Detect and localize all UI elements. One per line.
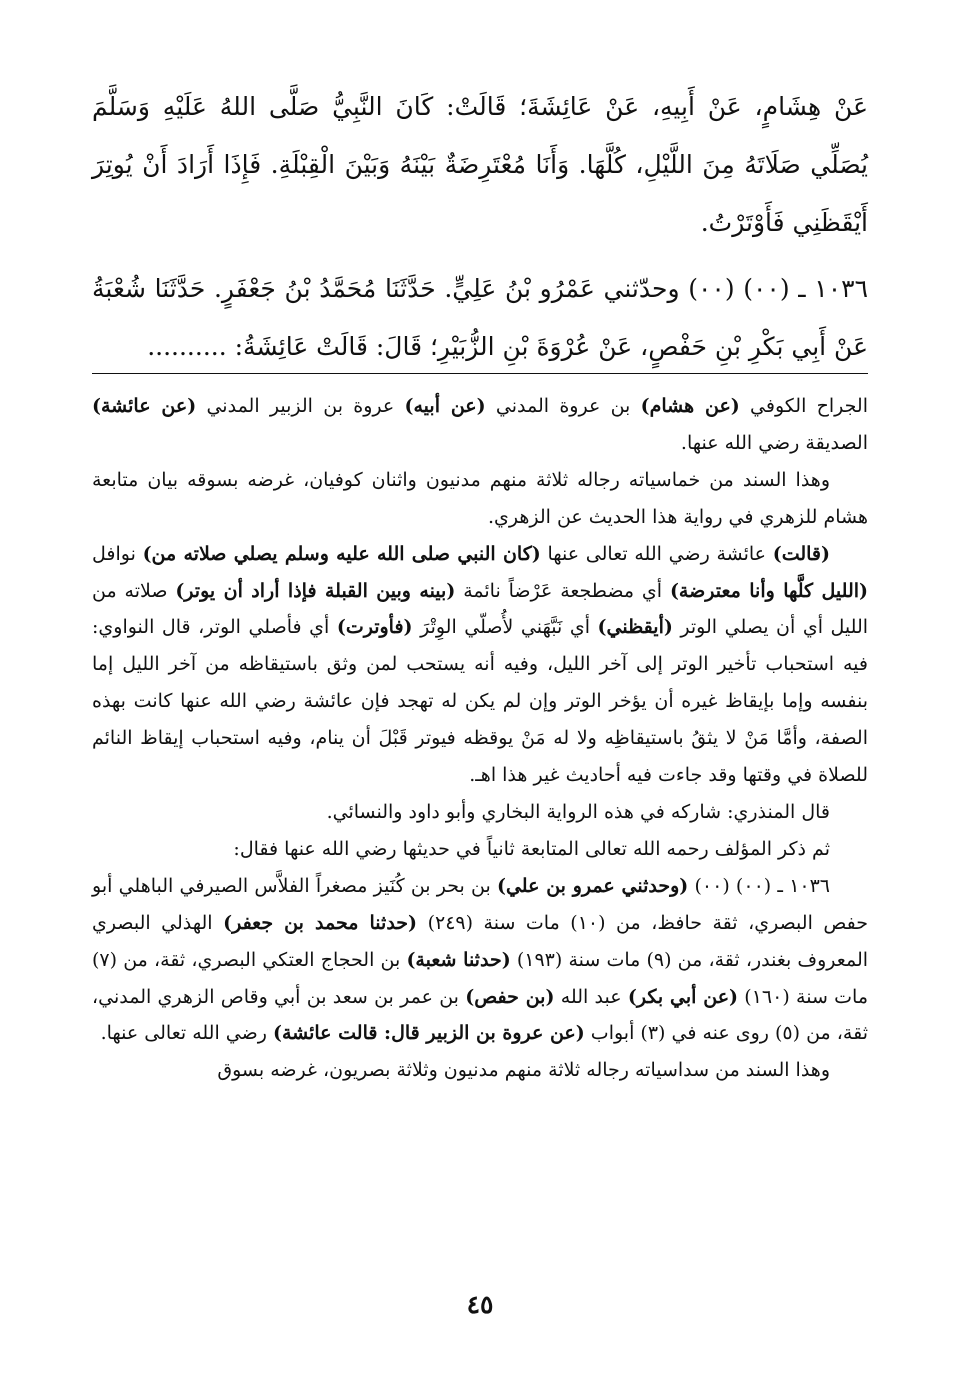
commentary-paragraph [92, 1052, 868, 1089]
text-run: أي مضطجعة عَرْضاً نائمة [455, 579, 670, 602]
bold-citation: (قالت) [772, 542, 830, 565]
commentary-paragraph [92, 831, 868, 868]
text-run: وهذا السند من سداسياته رجاله ثلاثة منهم مدنيون وثلاثة بصريون، غرضه بسوق [217, 1059, 830, 1082]
commentary-paragraph [92, 868, 868, 1053]
hadith-text-block [92, 78, 868, 376]
bold-citation: (حدثنا محمد بن جعفر) [223, 911, 418, 934]
text-run: عائشة رضي الله تعالى عنها [540, 542, 773, 565]
bold-citation: (حدثنا شعبة) [406, 948, 511, 971]
bold-citation: (بن حفص) [465, 985, 555, 1008]
commentary-paragraph [92, 462, 868, 536]
text-run: عبد الله [554, 985, 628, 1008]
bold-citation: (عن عائشة) [92, 395, 197, 417]
bold-citation: (وحدثني عمرو بن علي) [496, 874, 689, 897]
text-run: أي نَبَّهَني لأُصلّي الوِتْرَ [412, 616, 598, 639]
text-run: الجراح الكوفي [739, 395, 868, 417]
text-run: نوافل [92, 542, 143, 565]
text-run: الصديقة رضي الله عنها. [680, 431, 868, 454]
text-run: بن بحر بن كُنَيز مصغراً الفلاَّس الصيرفي الباهلي أبو حفص البصري، ثقة حافظ، من (١٠) مات سنة (٢٤٩) [92, 874, 869, 934]
bold-citation: (أيقظني) [597, 616, 673, 639]
hadith-paragraph: ١٠٣٦ ـ (٠٠) (٠٠) وحدّثني عَمْرُو بْنُ عَلِيٍّ. حَدَّثَنَا مُحَمَّدُ بْنُ جَعْفَرٍ. حَدَّثَنَا شُعْبَةُ عَنْ أَبِي بَكْرِ بْنِ حَفْصٍ، عَنْ عُرْوَةَ بْنِ الزُّبَيْرِ؛ قَالَ: قَالَتْ عَائِشَةُ: .......... [92, 274, 868, 361]
text-run: ثم ذكر المؤلف رحمه الله تعالى المتابعة ثانياً في حديثها رضي الله عنها فقال: [233, 837, 830, 860]
text-run: رضي الله تعالى عنها. [100, 1022, 273, 1045]
bold-citation: (عن هشام) [640, 395, 740, 417]
bold-citation: (عن عروة بن الزبير قال: قالت عائشة) [272, 1022, 585, 1045]
text-run: وهذا السند من خماسياته رجاله ثلاثة منهم مدنيون واثنان كوفيان، غرضه بسوقه بيان متابعة هشام للزهري في رواية هذا الحديث عن الزهري. [92, 468, 868, 528]
commentary-paragraph [92, 794, 868, 831]
bold-citation: (عن أبيه) [404, 395, 486, 417]
bold-citation: (بينه وبين القبلة فإذا أراد أن يوتر) [175, 579, 456, 602]
text-run: بن عمر بن سعد بن أبي وقاص الزهري المدني، ثقة، من (٥) روى عنه في (٣) أبواب [92, 985, 868, 1045]
text-run: قال المنذري: شاركه في هذه الرواية البخاري وأبو داود والنسائي. [326, 800, 830, 823]
bold-citation: (كان النبي صلى الله عليه وسلم يصلي صلاته من) [142, 542, 541, 565]
hadith-paragraph: عَنْ هِشَامٍ، عَنْ أَبِيهِ، عَنْ عَائِشَةَ؛ قَالَتْ: كَانَ النَّبِيُّ صَلَّى اللهُ عَلَيْهِ وَسَلَّمَ يُصَلِّي صَلَاتَهُ مِنَ اللَّيْلِ، كُلَّهَا. وَأَنَا مُعْتَرِضَةٌ بَيْنَهُ وَبَيْنَ الْقِبْلَةِ. فَإِذَا أَرَادَ أَنْ يُوتِرَ أَيْقَظَنِي فَأَوْتَرْتُ. [92, 92, 868, 237]
text-run: عروة بن الزبير المدني [196, 395, 405, 417]
page-number: ٤٥ [466, 1290, 494, 1319]
text-run: الهذلي البصري المعروف بغندر، ثقة، من (٩) مات سنة (١٩٣) [92, 911, 869, 971]
text-run: صلاته من الليل أي أن يصلي الوتر [92, 579, 869, 639]
bold-citation: (فأوترت) [336, 616, 413, 639]
text-run: بن عروة المدني [485, 395, 641, 417]
commentary-block [92, 388, 868, 1089]
commentary-paragraph [92, 388, 868, 462]
text-run: ١٠٣٦ ـ (٠٠) (٠٠) [688, 874, 831, 897]
text-run: أي فأصلي الوتر، قال النواوي: فيه استحباب تأخير الوتر إلى آخر الليل، وفيه أنه يستحب لمن وثق باستيقاظه من آخر الليل إما بنفسه وإما بإيقاظ غيره أن يؤخر الوتر وإن لم يكن له تهجد فإن عائشة رضي الله عنها كانت بهذه الصفة، وأمَّا مَنْ لا يثقُ باستيقاظِه ولا له مَنْ يوقظه فيوتر قَبْلَ أن ينام، وفيه استحباب إيقاظ النائم للصلاة في وقتها وقد جاءت فيه أحاديث غير هذا اهـ. [92, 616, 869, 787]
bold-citation: (الليل كلَّها وأنا معترضة) [669, 579, 869, 602]
footnote-separator [92, 373, 868, 374]
text-run: بن الحجاج العتكي البصري، ثقة، من (٧) مات سنة (١٦٠) [92, 948, 868, 1008]
commentary-paragraph [92, 536, 868, 794]
bold-citation: (عن أبي بكر) [627, 985, 739, 1008]
